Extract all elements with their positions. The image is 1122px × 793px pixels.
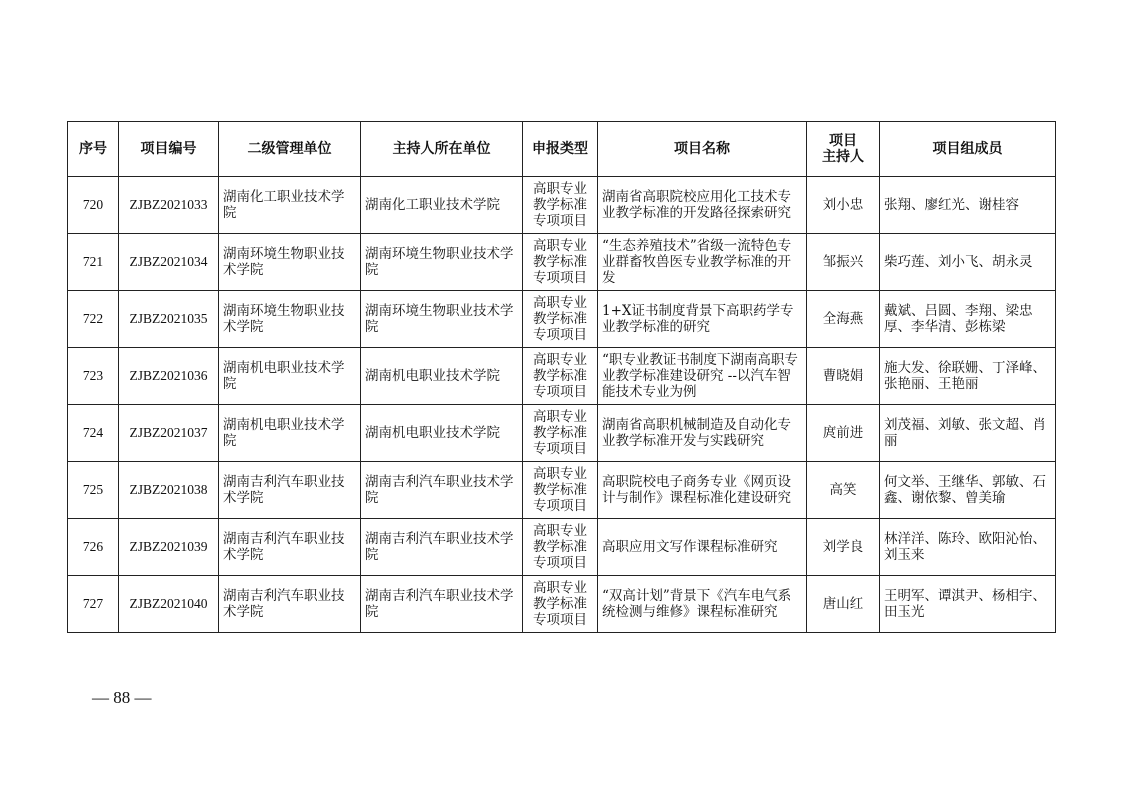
- table-row: [68, 177, 1056, 234]
- cell-index: 723: [68, 348, 119, 405]
- cell-name: 湖南省高职机械制造及自动化专业教学标准开发与实践研究: [598, 405, 807, 462]
- cell-type: 高职专业教学标准专项项目: [523, 234, 598, 291]
- cell-name: 高职应用文写作课程标准研究: [598, 519, 807, 576]
- cell-name: 1+X证书制度背景下高职药学专业教学标准的研究: [598, 291, 807, 348]
- table-row: [68, 462, 1056, 519]
- cell-code: ZJBZ2021034: [119, 234, 219, 291]
- cell-members: 林洋洋、陈玲、欧阳沁怡、刘玉来: [880, 519, 1056, 576]
- cell-members: 何文举、王继华、郭敏、石鑫、谢依黎、曾美瑜: [880, 462, 1056, 519]
- cell-unit: 湖南化工职业技术学院: [219, 177, 361, 234]
- cell-host: 全海燕: [807, 291, 880, 348]
- page-number: — 88 —: [92, 688, 152, 707]
- col-header-host: 项目 主持人: [807, 122, 880, 177]
- cell-host-unit: 湖南吉利汽车职业技术学院: [361, 519, 523, 576]
- cell-host-unit: 湖南吉利汽车职业技术学院: [361, 462, 523, 519]
- table-row: [68, 234, 1056, 291]
- cell-host: 庹前进: [807, 405, 880, 462]
- cell-index: 722: [68, 291, 119, 348]
- cell-index: 724: [68, 405, 119, 462]
- cell-host: 刘小忠: [807, 177, 880, 234]
- cell-unit: 湖南吉利汽车职业技术学院: [219, 519, 361, 576]
- cell-members: 王明军、谭淇尹、杨相宇、田玉光: [880, 576, 1056, 633]
- cell-unit: 湖南环境生物职业技术学院: [219, 291, 361, 348]
- cell-type: 高职专业教学标准专项项目: [523, 462, 598, 519]
- cell-code: ZJBZ2021039: [119, 519, 219, 576]
- cell-type: 高职专业教学标准专项项目: [523, 405, 598, 462]
- cell-type: 高职专业教学标准专项项目: [523, 576, 598, 633]
- cell-members: 施大发、徐联姗、丁泽峰、张艳丽、王艳丽: [880, 348, 1056, 405]
- cell-host-unit: 湖南化工职业技术学院: [361, 177, 523, 234]
- cell-host-unit: 湖南环境生物职业技术学院: [361, 291, 523, 348]
- table-header-row: [68, 122, 1056, 177]
- cell-members: 柴巧莲、刘小飞、胡永灵: [880, 234, 1056, 291]
- col-header-host-unit: 主持人所在单位: [361, 122, 523, 177]
- cell-index: 725: [68, 462, 119, 519]
- table-row: [68, 576, 1056, 633]
- cell-host: 高笑: [807, 462, 880, 519]
- cell-members: 刘茂福、刘敏、张文超、肖丽: [880, 405, 1056, 462]
- cell-code: ZJBZ2021033: [119, 177, 219, 234]
- col-header-code: 项目编号: [119, 122, 219, 177]
- cell-code: ZJBZ2021035: [119, 291, 219, 348]
- cell-code: ZJBZ2021038: [119, 462, 219, 519]
- cell-code: ZJBZ2021036: [119, 348, 219, 405]
- cell-index: 726: [68, 519, 119, 576]
- cell-host-unit: 湖南机电职业技术学院: [361, 405, 523, 462]
- cell-name: “双高计划”背景下《汽车电气系统检测与维修》课程标准研究: [598, 576, 807, 633]
- cell-unit: 湖南吉利汽车职业技术学院: [219, 462, 361, 519]
- project-table: [67, 121, 1056, 633]
- cell-host: 唐山红: [807, 576, 880, 633]
- cell-host: 曹晓娟: [807, 348, 880, 405]
- cell-host-unit: 湖南机电职业技术学院: [361, 348, 523, 405]
- table-row: [68, 291, 1056, 348]
- cell-type: 高职专业教学标准专项项目: [523, 348, 598, 405]
- cell-type: 高职专业教学标准专项项目: [523, 519, 598, 576]
- col-header-unit: 二级管理单位: [219, 122, 361, 177]
- cell-host: 刘学良: [807, 519, 880, 576]
- table-row: [68, 519, 1056, 576]
- cell-type: 高职专业教学标准专项项目: [523, 177, 598, 234]
- cell-members: 张翔、廖红光、谢桂容: [880, 177, 1056, 234]
- cell-name: “职专业教证书制度下湖南高职专业教学标准建设研究 --以汽车智能技术专业为例: [598, 348, 807, 405]
- cell-index: 727: [68, 576, 119, 633]
- cell-code: ZJBZ2021037: [119, 405, 219, 462]
- cell-members: 戴斌、吕圆、李翔、梁忠厚、李华清、彭栋梁: [880, 291, 1056, 348]
- table-body: [68, 177, 1056, 633]
- cell-name: 湖南省高职院校应用化工技术专业教学标准的开发路径探索研究: [598, 177, 807, 234]
- table-row: [68, 348, 1056, 405]
- cell-index: 721: [68, 234, 119, 291]
- cell-unit: 湖南环境生物职业技术学院: [219, 234, 361, 291]
- cell-name: “生态养殖技术”省级一流特色专业群畜牧兽医专业教学标准的开发: [598, 234, 807, 291]
- cell-unit: 湖南机电职业技术学院: [219, 405, 361, 462]
- col-header-type: 申报类型: [523, 122, 598, 177]
- cell-unit: 湖南吉利汽车职业技术学院: [219, 576, 361, 633]
- col-header-name: 项目名称: [598, 122, 807, 177]
- cell-name: 高职院校电子商务专业《网页设计与制作》课程标准化建设研究: [598, 462, 807, 519]
- table-row: [68, 405, 1056, 462]
- col-header-members: 项目组成员: [880, 122, 1056, 177]
- cell-code: ZJBZ2021040: [119, 576, 219, 633]
- cell-host: 邹振兴: [807, 234, 880, 291]
- col-header-index: 序号: [68, 122, 119, 177]
- cell-host-unit: 湖南环境生物职业技术学院: [361, 234, 523, 291]
- cell-index: 720: [68, 177, 119, 234]
- cell-unit: 湖南机电职业技术学院: [219, 348, 361, 405]
- cell-type: 高职专业教学标准专项项目: [523, 291, 598, 348]
- cell-host-unit: 湖南吉利汽车职业技术学院: [361, 576, 523, 633]
